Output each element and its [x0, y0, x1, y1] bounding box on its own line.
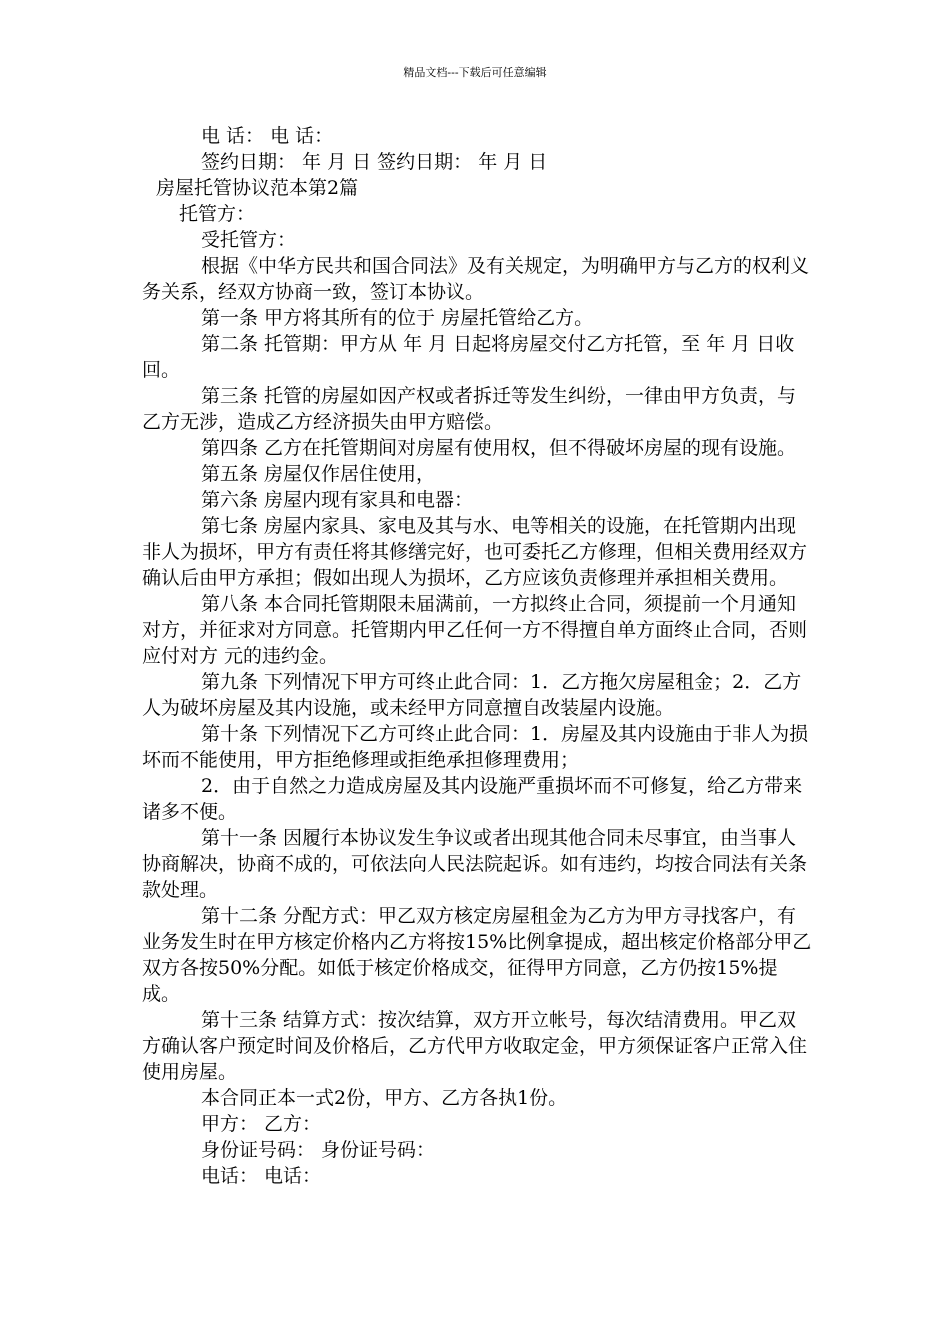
parties-signature-line: 甲方： 乙方：	[201, 1113, 322, 1135]
sign-date-line: 签约日期： 年 月 日 签约日期： 年 月 日	[201, 151, 548, 173]
article-5: 第五条 房屋仅作居住使用，	[201, 463, 436, 485]
article-6: 第六条 房屋内现有家具和电器：	[201, 489, 474, 511]
article-13: 第十三条 结算方式：按次结算，双方开立帐号，每次结清费用。甲乙双方确认客户预定时间及价格后，乙方代甲方收取定金，甲方须保证客户正常入住使用房屋。	[142, 1009, 808, 1083]
article-11: 第十一条 因履行本协议发生争议或者出现其他合同未尽事宜，由当事人协商解决，协商不成的，可依法向人民法院起诉。如有违约，均按合同法有关条款处理。	[142, 827, 808, 901]
copies-clause: 本合同正本一式2份，甲方、乙方各执1份。	[201, 1087, 568, 1109]
trustor-line: 托管方：	[179, 203, 256, 225]
article-12: 第十二条 分配方式：甲乙双方核定房屋租金为乙方为甲方寻找客户，有业务发生时在甲方核定价格内乙方将按15%比例拿提成，超出核定价格部分甲乙双方各按50%分配。如低于核定价格成交，征得甲方同意，乙方仍按15%提成。	[142, 905, 812, 1005]
phone-line-bottom: 电话： 电话：	[201, 1165, 322, 1187]
trustee-line: 受托管方：	[201, 229, 297, 251]
id-number-line: 身份证号码： 身份证号码：	[201, 1139, 436, 1161]
page-header: 精品文档---下载后可任意编辑	[403, 66, 547, 79]
article-8: 第八条 本合同托管期限未届满前，一方拟终止合同，须提前一个月通知对方，并征求对方同意。托管期内甲乙任何一方不得擅自单方面终止合同，否则应付对方 元的违约金。	[142, 593, 808, 667]
article-10: 第十条 下列情况下乙方可终止此合同：1．房屋及其内设施由于非人为损坏而不能使用，甲方拒绝修理或拒绝承担修理费用；	[142, 723, 809, 771]
preamble-paragraph: 根据《中华方民共和国合同法》及有关规定，为明确甲方与乙方的权利义务关系，经双方协商一致，签订本协议。	[142, 255, 810, 303]
article-2: 第二条 托管期：甲方从 年 月 日起将房屋交付乙方托管，至 年 月 日收回。	[142, 333, 795, 381]
phone-line-top: 电 话： 电 话：	[201, 125, 334, 147]
article-7: 第七条 房屋内家具、家电及其与水、电等相关的设施，在托管期内出现非人为损坏，甲方有责任将其修缮完好，也可委托乙方修理，但相关费用经双方确认后由甲方承担；假如出现人为损坏，乙方应该负责修理并承担相关费用。	[142, 515, 808, 589]
article-4: 第四条 乙方在托管期间对房屋有使用权，但不得破坏房屋的现有设施。	[201, 437, 797, 459]
article-3: 第三条 托管的房屋如因产权或者拆迁等发生纠纷，一律由甲方负责，与乙方无涉，造成乙方经济损失由甲方赔偿。	[142, 385, 797, 433]
agreement-body	[142, 123, 814, 1189]
article-9: 第九条 下列情况下甲方可终止此合同：1．乙方拖欠房屋租金；2．乙方人为破坏房屋及其内设施，或未经甲方同意擅自改装屋内设施。	[142, 671, 802, 719]
article-1: 第一条 甲方将其所有的位于 房屋托管给乙方。	[201, 307, 594, 329]
article-10-item-2: 2．由于自然之力造成房屋及其内设施严重损坏而不可修复，给乙方带来诸多不便。	[142, 775, 803, 823]
agreement-title: 房屋托管协议范本第2篇	[156, 177, 359, 199]
